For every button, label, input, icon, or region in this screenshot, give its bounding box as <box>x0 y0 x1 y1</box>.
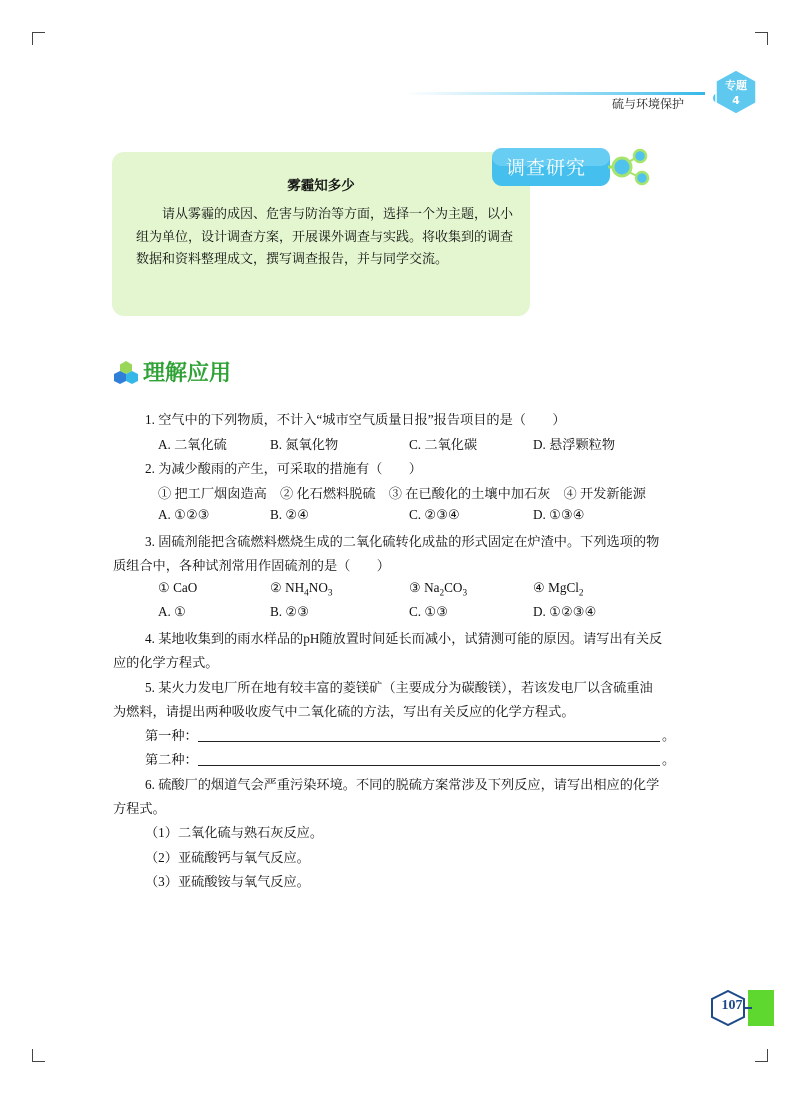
research-body: 请从雾霾的成因、危害与防治等方面，选择一个为主题，以小组为单位，设计调查方案，开展课外调查与实践。将收集到的调查数据和资料整理成文，撰写调查报告，并与同学交流。 <box>136 207 514 267</box>
q5-second-period: 。 <box>662 752 676 767</box>
crop-mark-bottom-right <box>755 1049 768 1062</box>
question-3-stem-line1: 3. 固硫剂能把含硫燃料燃烧生成的二氧化硫转化成盐的形式固定在炉渣中。下列选项的物 <box>145 534 660 549</box>
q3-item-4: ④ MgCl$_2$ <box>533 580 584 598</box>
q5-first-answer-line[interactable] <box>198 741 660 742</box>
question-6-line2: 方程式。 <box>113 801 166 816</box>
question-4-line2: 应的化学方程式。 <box>113 655 219 670</box>
section-title: 理解应用 <box>143 361 232 386</box>
q3-option-d: D. ①②③④ <box>533 604 597 619</box>
crop-mark-top-right <box>755 32 768 45</box>
q3-option-c: C. ①③ <box>409 604 449 619</box>
question-5-line1: 5. 某火力发电厂所在地有较丰富的菱镁矿（主要成分为碳酸镁），若该发电厂以含硫重油 <box>145 680 653 695</box>
question-1-stem: 1. 空气中的下列物质，不计入“城市空气质量日报”报告项目的是（ ） <box>145 412 566 427</box>
q5-first-label: 第一种： <box>145 728 198 743</box>
q6-part-2: （2）亚硫酸钙与氧气反应。 <box>145 850 310 865</box>
research-heading: 雾霾知多少 <box>287 178 355 194</box>
q3-item-1: ① CaO <box>158 580 198 595</box>
q3-item-3: ③ $Na_2CO_3$ <box>409 580 468 598</box>
page-number: 107 <box>721 998 743 1013</box>
q1-option-b: B. 氮氧化物 <box>270 437 339 452</box>
q3-option-b: B. ②③ <box>270 604 310 619</box>
q3-item-2: ② $NH_4NO_3$ <box>270 580 333 598</box>
q2-option-b: B. ②④ <box>270 507 310 522</box>
q5-second-label: 第二种： <box>145 752 198 767</box>
q6-part-3: （3）亚硫酸铵与氧气反应。 <box>145 874 310 889</box>
section-cubes-icon <box>113 360 139 384</box>
badge-word: 专题 <box>725 79 747 92</box>
q2-items: ① 把工厂烟囱造高 ② 化石燃料脱硫 ③ 在已酸化的土壤中加石灰 ④ 开发新能源 <box>158 486 646 501</box>
question-2-stem: 2. 为减少酸雨的产生，可采取的措施有（ ） <box>145 461 422 476</box>
question-3-stem-line2: 质组合中，各种试剂常用作固硫剂的是（ ） <box>113 558 390 573</box>
question-4-line1: 4. 某地收集到的雨水样品的pH随放置时间延长而减小，试猜测可能的原因。请写出有关反 <box>145 631 663 646</box>
q1-option-c: C. 二氧化碳 <box>409 437 478 452</box>
question-5-line2: 为燃料，请提出两种吸收废气中二氧化硫的方法，写出有关反应的化学方程式。 <box>113 704 575 719</box>
q2-option-a: A. ①②③ <box>158 507 210 522</box>
q3-option-a: A. ① <box>158 604 186 619</box>
q2-option-d: D. ①③④ <box>533 507 585 522</box>
q5-first-period: 。 <box>662 728 676 743</box>
crop-mark-top-left <box>32 32 45 45</box>
badge-number: 4 <box>732 94 740 107</box>
question-6-line1: 6. 硫酸厂的烟道气会严重污染环境。不同的脱硫方案常涉及下列反应，请写出相应的化学 <box>145 777 660 792</box>
header-section-title: 硫与环境保护 <box>612 97 685 111</box>
crop-mark-bottom-left <box>32 1049 45 1062</box>
research-badge-label: 调查研究 <box>506 157 587 179</box>
topic-badge-icon <box>712 68 760 116</box>
research-box <box>112 152 530 316</box>
q6-part-1: （1）二氧化硫与熟石灰反应。 <box>145 825 324 840</box>
q2-option-c: C. ②③④ <box>409 507 460 522</box>
q1-option-a: A. 二氧化硫 <box>158 437 227 452</box>
q5-second-answer-line[interactable] <box>198 765 660 766</box>
q1-option-d: D. 悬浮颗粒物 <box>533 437 616 452</box>
